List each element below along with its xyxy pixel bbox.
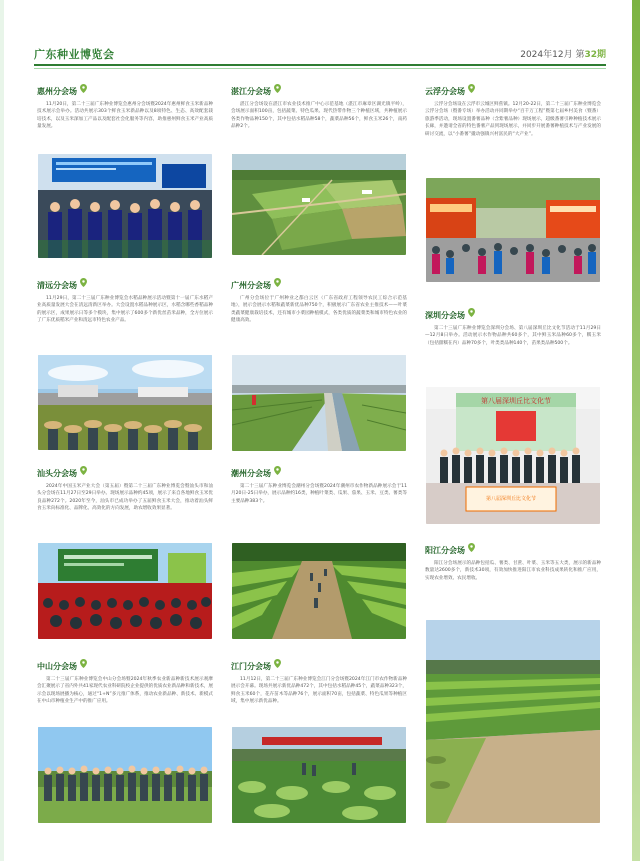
section-huizhou <box>37 84 213 131</box>
photo-huizhou-ceremony <box>38 154 212 258</box>
publication-title: 广东种业博览会 <box>34 48 115 61</box>
photo-qingyuan-field-crowd <box>38 355 212 450</box>
section-shenzhen <box>425 308 601 347</box>
photo-jiangmen-greenhouse <box>232 727 406 823</box>
section-title-text: 广州分会场 <box>231 280 271 290</box>
section-guangzhou <box>231 278 407 325</box>
issue-number: 32 <box>584 50 597 60</box>
section-title-text: 江门分会场 <box>231 661 271 671</box>
section-title-text: 云浮分会场 <box>425 86 465 96</box>
location-pin-icon <box>468 543 475 552</box>
section-shantou <box>37 466 213 513</box>
location-pin-icon <box>80 84 87 93</box>
section-qingyuan <box>37 278 213 325</box>
section-body: 湛江分会场设在湛江市农业技术推广中心示范基地（湛江市麻章区湖光镇平岭），会场展示面积100亩，包括蔬菜、特色瓜果、现代热带作物三个种植区域，共种植展示各类作物品种150个，其中包括水稻品种58个，蔬菜品种56个，鲜食玉米26个，南药品种2个。 <box>231 102 407 130</box>
page-right-accent <box>632 0 640 861</box>
section-zhanjiang <box>231 84 407 131</box>
issue-suffix: 期 <box>596 50 606 60</box>
photo-yangjiang-field-path <box>426 620 600 823</box>
header-rule <box>34 64 606 66</box>
section-body: 2024年中国玉米产业大会（第五届）暨第二十三届广东种业博览会暨汕头市和汕头分会场在11月27日至29日举办。现场展示品种约45项，展示了来自各地鲜食玉米优良品种272个。2020年至今，汕头市已成功举办了五届鲜食玉米大会，推动着汕头鲜食玉米向标准化、品牌化、高效化的方向发展，助农增收效果显著。 <box>37 484 213 512</box>
location-pin-icon <box>274 84 281 93</box>
section-body: 阳江分会场展示的品种包括瓜、薯类、甘蔗、叶菜、玉米等五大类，展示的新品种数量达2600多个，新技术30项，有效加快推进阳江市农业科技成果转化和推广应用，实现农业增效、农民增收。 <box>425 561 601 581</box>
section-yangjiang <box>425 543 601 582</box>
section-title <box>425 543 601 557</box>
section-chaozhou <box>231 466 407 505</box>
photo-yunfu-market-crowd <box>426 178 600 282</box>
location-pin-icon <box>274 278 281 287</box>
photo-shantou-conference <box>38 543 212 639</box>
section-body: 第二十三届广东种业博览会中山分会场暨2024年秋季农业新品种新技术展示观摩会汇聚展示了省内外共41家现代农业科研院校企业提供的优质农业新品种和新技术，展示会以现场展播为核心，通过“1+N”多元推广体系，推动农业新品种、新技术、新模式在中山市种植业生产中的推广应用。 <box>37 677 213 705</box>
section-body: 11月20日，第二十三届广东种业博览会惠州分会场暨2024年惠州鲜食玉米新品种技术展示会举办。活动共展示303个鲜食玉米新品种以及8项特色、生态、高效配套栽培技术，以及玉米深加工产品以及配套社会化服务等内容，助推惠州鲜食玉米产业高质量发展。 <box>37 102 213 130</box>
photo-zhongshan-group <box>38 727 212 823</box>
section-title-text: 汕头分会场 <box>37 468 77 478</box>
section-title <box>425 308 601 322</box>
section-title-text: 中山分会场 <box>37 661 77 671</box>
location-pin-icon <box>80 659 87 668</box>
section-title <box>37 466 213 480</box>
section-title <box>231 659 407 673</box>
section-title-text: 湛江分会场 <box>231 86 271 96</box>
section-title <box>37 84 213 98</box>
section-title <box>425 84 601 98</box>
photo-guangzhou-canal-fields <box>232 355 406 451</box>
location-pin-icon <box>468 308 475 317</box>
location-pin-icon <box>274 466 281 475</box>
section-yunfu <box>425 84 601 138</box>
section-body: 广州分会场位于广州种业之都白云区（广东省政府工程领导农民工综合示范基地），展示会展示水稻和蔬菜新优品种750个，积极展示广东省农业主推技术——叶菜类蔬菜健康栽培技术，还有城市小菜园种植模式，各类优质的蔬菜类和城市特色农业的健康高效。 <box>231 296 407 324</box>
section-title-text: 惠州分会场 <box>37 86 77 96</box>
stage-board-text: 第八届深圳丘比文化节 <box>485 496 537 502</box>
section-title-text: 深圳分会场 <box>425 310 465 320</box>
page-left-accent <box>0 0 4 861</box>
section-zhongshan <box>37 659 213 706</box>
issue-prefix: 2024年12月 第 <box>520 50 585 60</box>
location-pin-icon <box>468 84 475 93</box>
section-title <box>37 659 213 673</box>
location-pin-icon <box>274 659 281 668</box>
section-body: 云浮分会场设在云浮市云城区鲜蕉镇。12月20-22日，第二十三届广东种业博览会云浮分会场（暨番专场）举办活动并同期举办“百千万工程”暨第七届乡村美食（暨番）旅游季活动，现场设置番薯品种（含紫薯品种）现场展示，超级番薯引种种植技术展示长廊，并邀请全省的特色番薯产品到现场展示，并同步开展番薯种植技术与产业发展的研讨交流，以“小番薯”撬动强镇兴村富民的“大产业”。 <box>425 102 601 137</box>
section-body: 第二十三届广东种业博览会深圳分会场、第八届深圳丘比文化节活动于11月29日—12月8日举办。活动展示水作物品种共60多个，其中鲜玉米品种60多个，糯玉米（包括甜糯在内）品种70多个，叶类类品种140个，苗果类品种500个。 <box>425 326 601 346</box>
section-title-text: 阳江分会场 <box>425 545 465 555</box>
section-title-text: 潮州分会场 <box>231 468 271 478</box>
section-body: 11月12日，第二十三届广东种业博览会江门分会场暨2024年江门市农作物新品种展示会开幕。现场共展示新优品种472个，其中包括水稻品种45个，蔬菜品种323个，鲜食玉米60个，花卉苗木等品种76个，展示面积70亩，包括蔬菜、特色瓜果等种植区域，集中展示新优品种。 <box>231 677 407 705</box>
issue-info <box>520 47 606 60</box>
section-title-text: 清远分会场 <box>37 280 77 290</box>
stage-banner-text: 第八届深圳丘比文化节 <box>481 397 551 405</box>
photo-shenzhen-stage <box>426 387 600 524</box>
photo-zhanjiang-aerial-fields <box>232 154 406 255</box>
section-title <box>231 278 407 292</box>
location-pin-icon <box>80 466 87 475</box>
section-title <box>37 278 213 292</box>
section-jiangmen <box>231 659 407 706</box>
section-title <box>231 84 407 98</box>
location-pin-icon <box>80 278 87 287</box>
page-header <box>34 42 606 66</box>
section-body: 第二十三届广东种业博览会潮州分会场暨2024年潮州市农作物新品种展示会于11月20日-25日举办，展示品种约16类，种植叶菜类、瓜果、茄果、玉米、豆类、薯类等主要品种383个。 <box>231 484 407 504</box>
header-rule-secondary <box>34 68 606 69</box>
section-body: 11月29日，第二十三届广东种业博览会水稻品种展示活动暨第十一届广东水稻产业高质量发展大会在清远清新区举办。大会设置水稻品种展示区，水稻含哪些香稻品种的展示区，成果展示日等多个模块，集中展示了600多个新优丝苗米品种，全方位展示了广东优质稻米产业和清远市特色农业产品。 <box>37 296 213 324</box>
section-title <box>231 466 407 480</box>
photo-chaozhou-crop-rows <box>232 543 406 639</box>
